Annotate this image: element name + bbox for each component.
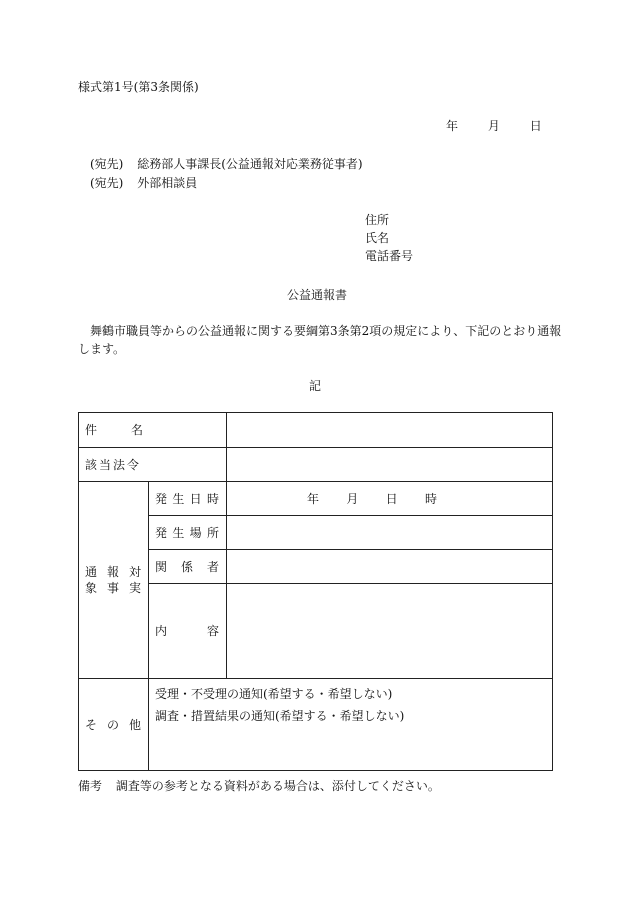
occurred-datetime-field[interactable]: 年 月 日 時 [227, 482, 553, 516]
row-other [79, 679, 553, 771]
other-label: そ の 他 [79, 679, 149, 771]
addressee-2 [90, 176, 197, 190]
row-occurred-place [79, 516, 553, 550]
reporter-address-label: 住所 [365, 213, 390, 227]
notice-investigation-option[interactable]: 調査・措置結果の通知(希望する・希望しない) [155, 709, 405, 723]
date-year: 年 [446, 119, 459, 133]
body-text-line2: します。 [78, 342, 126, 356]
notice-acceptance-option[interactable]: 受理・不受理の通知(希望する・希望しない) [155, 687, 393, 701]
persons-field[interactable] [227, 550, 553, 584]
ki-heading: 記 [309, 379, 322, 393]
occurred-place-label: 発 生 場 所 [149, 516, 227, 550]
addressee-name: 外部相談員 [137, 176, 198, 190]
remarks [78, 779, 440, 793]
remarks-label: 備考 [78, 779, 103, 793]
law-label: 該 当 法 令 [79, 448, 227, 482]
addressee-1 [90, 157, 363, 171]
row-subject [79, 413, 553, 448]
date-line [446, 119, 542, 133]
report-form-table [78, 412, 553, 771]
subject-field[interactable] [227, 413, 553, 448]
row-persons [79, 550, 553, 584]
date-day: 日 [529, 119, 542, 133]
row-occurred-datetime [79, 482, 553, 516]
remarks-text: 調査等の参考となる資料がある場合は、添付してください。 [115, 779, 440, 793]
occurred-place-field[interactable] [227, 516, 553, 550]
row-law [79, 448, 553, 482]
subject-label: 件 名 [79, 413, 227, 448]
addressee-name: 総務部人事課長(公益通報対応業務従事者) [137, 157, 363, 171]
addressee-prefix: (宛先) [90, 157, 124, 171]
document-title: 公益通報書 [287, 288, 348, 302]
date-month: 月 [487, 119, 500, 133]
reporter-phone-label: 電話番号 [365, 249, 414, 263]
form-number: 様式第1号(第3条関係) [78, 80, 199, 94]
contents-label: 内 容 [149, 584, 227, 679]
persons-label: 関 係 者 [149, 550, 227, 584]
addressee-prefix: (宛先) [90, 176, 124, 190]
reporter-name-label: 氏名 [365, 231, 390, 245]
facts-label: 通 報 対 象 事 実 [79, 482, 149, 679]
contents-field[interactable] [227, 584, 553, 679]
law-field[interactable] [227, 448, 553, 482]
occurred-datetime-label: 発 生 日 時 [149, 482, 227, 516]
row-contents [79, 584, 553, 679]
body-text-line1: 舞鶴市職員等からの公益通報に関する要綱第3条第2項の規定により、下記のとおり通報 [90, 324, 562, 338]
other-field [149, 679, 553, 771]
